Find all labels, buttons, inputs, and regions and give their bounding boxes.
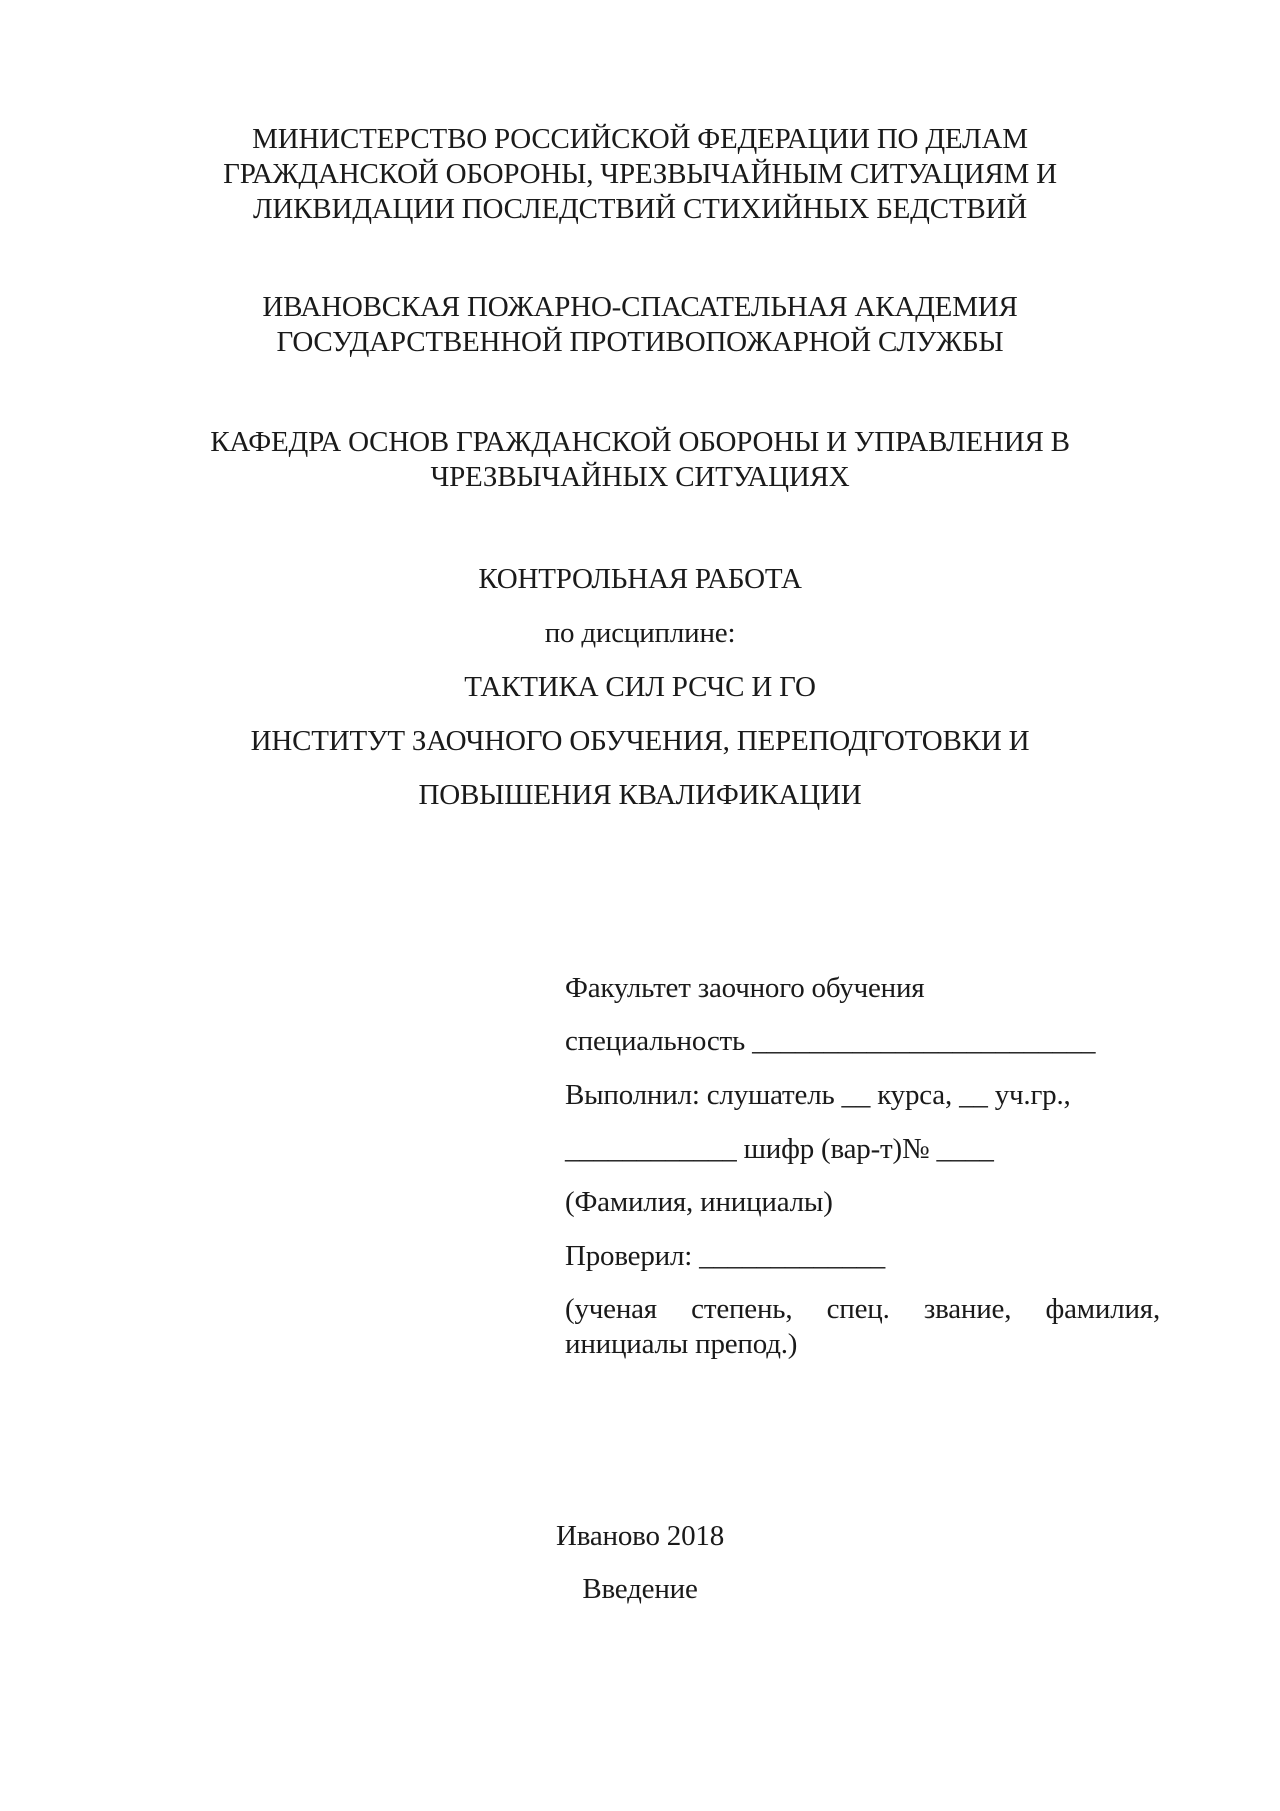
teacher-hint-block — [565, 1292, 1160, 1362]
author-block — [565, 971, 1160, 1006]
checked-block — [565, 1239, 1160, 1274]
discipline-name: ТАКТИКА СИЛ РСЧС И ГО — [464, 671, 816, 703]
academy-header — [0, 290, 1280, 360]
academy-line-2: ГОСУДАРСТВЕННОЙ ПРОТИВОПОЖАРНОЙ СЛУЖБЫ — [276, 326, 1004, 358]
name-hint-line: (Фамилия, инициалы) — [565, 1186, 833, 1218]
department-line-2: ЧРЕЗВЫЧАЙНЫХ СИТУАЦИЯХ — [430, 461, 850, 493]
cipher-block — [565, 1132, 1160, 1167]
teacher-hint-word: степень, — [691, 1293, 793, 1325]
ministry-line-1: МИНИСТЕРСТВО РОССИЙСКОЙ ФЕДЕРАЦИИ ПО ДЕЛАМ — [252, 123, 1028, 155]
institute-line-2: ПОВЫШЕНИЯ КВАЛИФИКАЦИИ — [418, 779, 862, 811]
city-year-block — [0, 1519, 1280, 1554]
work-type — [0, 562, 1280, 597]
discipline-block — [0, 670, 1280, 705]
institute-line-1: ИНСТИТУТ ЗАОЧНОГО ОБУЧЕНИЯ, ПЕРЕПОДГОТОВКИ И — [250, 725, 1030, 757]
institute-line-1-block — [0, 724, 1280, 759]
department-header — [0, 425, 1280, 495]
ministry-line-3: ЛИКВИДАЦИИ ПОСЛЕДСТВИЙ СТИХИЙНЫХ БЕДСТВИЙ — [252, 193, 1028, 225]
teacher-hint-line-1 — [565, 1292, 1160, 1327]
department-line-1: КАФЕДРА ОСНОВ ГРАЖДАНСКОЙ ОБОРОНЫ И УПРАВЛЕНИЯ В — [210, 426, 1070, 458]
next-section-title: Введение — [582, 1573, 698, 1605]
work-type-title: КОНТРОЛЬНАЯ РАБОТА — [478, 563, 802, 595]
cipher-line: ____________ шифр (вар-т)№ ____ — [565, 1133, 994, 1165]
teacher-hint-word: (ученая — [565, 1293, 657, 1325]
teacher-hint-word: звание, — [923, 1293, 1012, 1325]
faculty-line: Факультет заочного обучения — [565, 972, 925, 1004]
teacher-hint-word: спец. — [826, 1293, 890, 1325]
academy-line-1: ИВАНОВСКАЯ ПОЖАРНО-СПАСАТЕЛЬНАЯ АКАДЕМИЯ — [262, 291, 1018, 323]
specialty-block — [565, 1024, 1160, 1059]
city-year: Иваново 2018 — [556, 1520, 724, 1552]
discipline-label-block — [0, 616, 1280, 651]
checked-line: Проверил: _____________ — [565, 1240, 886, 1272]
teacher-hint-word: фамилия, — [1045, 1293, 1160, 1325]
teacher-hint-line-2: инициалы препод.) — [565, 1328, 798, 1360]
ministry-line-2: ГРАЖДАНСКОЙ ОБОРОНЫ, ЧРЕЗВЫЧАЙНЫМ СИТУАЦИЯМ И — [223, 158, 1057, 190]
institute-line-2-block — [0, 778, 1280, 813]
name-hint-block — [565, 1185, 1160, 1220]
performed-line: Выполнил: слушатель __ курса, __ уч.гр., — [565, 1079, 1071, 1111]
ministry-header — [0, 122, 1280, 227]
specialty-line: специальность ________________________ — [565, 1025, 1096, 1057]
next-section-block — [0, 1572, 1280, 1607]
discipline-label: по дисциплине: — [544, 617, 736, 649]
performed-block — [565, 1078, 1160, 1113]
